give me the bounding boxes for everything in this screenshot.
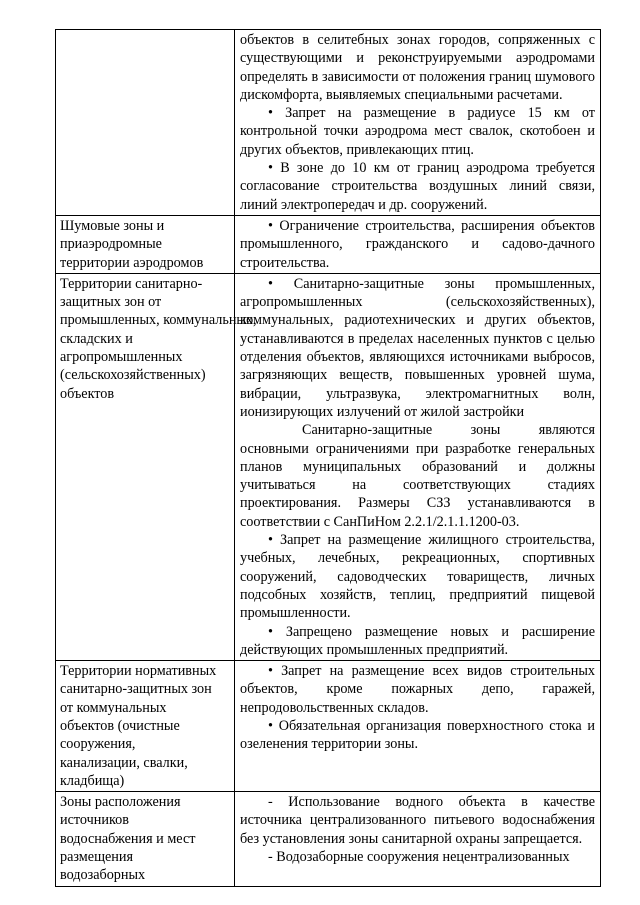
paragraph: - Использование водного объекта в качестве источника централизованного питьевого водоснабжения без установления зоны санитарной охраны запрещается. — [240, 794, 595, 847]
restriction-cell — [235, 30, 601, 216]
restrictions-table — [55, 29, 601, 887]
zone-name-line: объектов — [60, 385, 115, 402]
zone-name-line: источников — [60, 812, 129, 829]
zone-name-line: складских и — [60, 330, 133, 347]
table-row — [56, 273, 601, 660]
paragraph: объектов в селитебных зонах городов, сопряженных с существующими и реконструируемыми аэродромами определять в зависимости от положения границ шумового дискомфорта, выявляемых специальными расчетами. — [240, 32, 595, 103]
table-body — [56, 30, 601, 887]
zone-name-line: сооружения, — [60, 736, 136, 753]
restriction-cell — [235, 792, 601, 886]
bullet-paragraph: • Санитарно-защитные зоны промышленных, агропромышленных (сельскохозяйственных), коммунальных, радиотехнических и других объектов, устанавливаются в пределах населенных пунктов с целью отделения объектов, являющихся источниками выбросов, загрязняющих веществ, повышенных уровней шума, вибрации, ультразвука, электромагнитных волн, ионизирующих излучений от жилой застройки — [240, 275, 595, 421]
bullet-paragraph: • В зоне до 10 км от границ аэродрома требуется согласование строительства воздушных линий связи, линий электропередач и др. сооружений. — [240, 159, 595, 214]
bullet-paragraph: • Запрет на размещение в радиусе 15 км от контрольной точки аэродрома мест свалок, скотобоен и других объектов, привлекающих птиц. — [240, 104, 595, 159]
zone-name-line: приаэродромные — [60, 236, 162, 253]
zone-name-line: (сельскохозяйственных) — [60, 367, 206, 384]
table-row — [56, 215, 601, 273]
zone-name-line: Территории санитарно- — [60, 275, 203, 292]
zone-name-line: территории аэродромов — [60, 254, 204, 271]
zone-name-line: канализации, свалки, — [60, 754, 188, 771]
zone-name-line: объектов (очистные — [60, 717, 180, 734]
bullet-paragraph: • Обязательная организация поверхностного стока и озеленения территории зоны. — [240, 717, 595, 754]
zone-name-cell — [56, 661, 235, 792]
zone-name-line: Шумовые зоны и — [60, 217, 165, 234]
zone-name-cell — [56, 792, 235, 886]
table-row — [56, 661, 601, 792]
zone-name-line: промышленных, коммунальных, — [60, 312, 257, 329]
zone-name-line: водоснабжения и мест — [60, 830, 196, 847]
zone-name-line: Зоны расположения — [60, 794, 181, 811]
bullet-paragraph: • Запрет на размещение всех видов строительных объектов, кроме пожарных депо, гаражей, непродовольственных складов. — [240, 662, 595, 717]
table-row — [56, 30, 601, 216]
zone-name-line: агропромышленных — [60, 349, 183, 366]
paragraph: - Водозаборные сооружения нецентрализованных — [268, 849, 570, 866]
restriction-cell — [235, 273, 601, 660]
restriction-cell — [235, 661, 601, 792]
zone-name-line: размещения — [60, 849, 134, 866]
zone-name-line: санитарно-защитных зон — [60, 681, 212, 698]
bullet-paragraph: • Запрещено размещение новых и расширение действующих промышленных предприятий. — [240, 623, 595, 660]
zone-name-line: от коммунальных — [60, 699, 167, 716]
paragraph: Санитарно-защитные зоны являются основными ограничениями при разработке генеральных планов муниципальных образований и должны учитываться на соответствующих стадиях проектирования. Размеры СЗЗ устанавливаются в соответствии с СанПиНом 2.2.1/2.1.1.1200-03. — [240, 422, 595, 530]
table-row — [56, 792, 601, 886]
bullet-paragraph: • Ограничение строительства, расширения объектов промышленного, гражданского и садово-дачного строительства. — [240, 217, 595, 272]
bullet-paragraph: • Запрет на размещение жилищного строительства, учебных, лечебных, рекреационных, спортивных сооружений, садоводческих товариществ, личных подсобных хозяйств, теплиц, предприятий пищевой промышленности. — [240, 531, 595, 622]
zone-name-cell — [56, 30, 235, 216]
zone-name-line: Территории нормативных — [60, 663, 217, 680]
zone-name-line: защитных зон от — [60, 294, 162, 311]
zone-name-cell — [56, 215, 235, 273]
restriction-cell — [235, 215, 601, 273]
zone-name-line: кладбища) — [60, 772, 125, 789]
zone-name-cell — [56, 273, 257, 660]
zone-name-line: водозаборных — [60, 867, 146, 884]
